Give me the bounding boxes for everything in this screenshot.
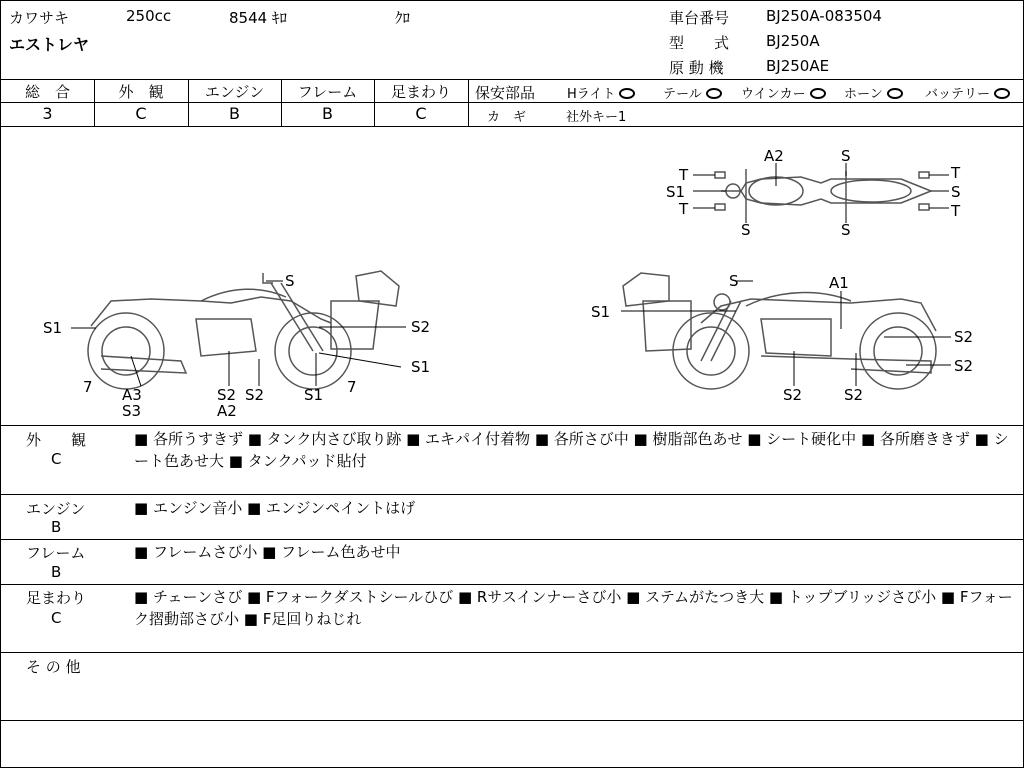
type-label: 型 式 (669, 34, 730, 52)
engine-grade-label: エンジン (204, 83, 265, 101)
suspension-grade: C (415, 104, 427, 123)
horn-item: ホーン (844, 83, 903, 102)
engine-notes: ■ エンジン音小 ■ エンジンペイントはげ (134, 499, 416, 517)
right-s2-muffler: S2 (954, 357, 974, 375)
ok-circle-icon (887, 88, 903, 99)
left-side-bike (88, 271, 399, 389)
exterior-notes: ■ 各所うすきず ■ タンク内さび取り跡 ■ エキパイ付着物 ■ 各所さび中 ■ 樹脂部色あせ ■ シート硬化中 ■ 各所磨ききず ■ シート色あせ大 ■ タンクパッド貼付 (134, 430, 1009, 470)
type-value: BJ250A (766, 32, 820, 50)
exterior-section-grade: C (51, 450, 62, 468)
ok-circle-icon (994, 88, 1010, 99)
top-t-2: T (679, 200, 689, 218)
headlight-item: Hライト (567, 83, 635, 102)
maker: カワサキ (9, 9, 70, 27)
top-s-bottom-mid: S (841, 221, 851, 239)
left-s2-engine: S2 (217, 386, 237, 404)
left-s: S (285, 272, 295, 290)
key-value: 社外キー1 (566, 110, 627, 125)
engine-grade: B (229, 104, 240, 123)
left-a3: A3 (122, 386, 142, 404)
left-7-rear: 7 (347, 378, 357, 396)
top-a2: A2 (764, 147, 784, 165)
suspension-grade-label: 足まわり (390, 83, 451, 101)
top-s: S (841, 147, 851, 165)
tail-item: テール (663, 83, 722, 102)
engine-label: 原 動 機 (669, 59, 724, 77)
right-s: S (729, 272, 739, 290)
frame-grade-label: フレーム (297, 83, 358, 101)
frame-section-label: フレーム (26, 544, 86, 562)
frame-grade: B (322, 104, 333, 123)
overall-grade: 3 (42, 104, 53, 123)
left-s2-frame: S2 (245, 386, 265, 404)
color: ｸﾛ (395, 9, 411, 27)
engine-section-label: エンジン (26, 500, 86, 518)
top-view-bike (715, 169, 931, 213)
displacement: 250cc (126, 7, 172, 25)
exterior-section-label: 外 観 (26, 431, 87, 449)
mileage: 8544 ｷﾛ (229, 9, 287, 27)
left-s1-rear: S1 (411, 358, 431, 376)
suspension-notes: ■ チェーンさび ■ Fフォークダストシールひび ■ Rサスインナーさび小 ■ ステムがたつき大 ■ トップブリッジさび小 ■ Fフォーク摺動部さび小 ■ F足回りねじれ (134, 588, 1013, 628)
right-s2-frame: S2 (844, 386, 864, 404)
safety-label: 保安部品 (475, 84, 536, 102)
frame-section-grade: B (51, 563, 62, 581)
left-s1-front: S1 (43, 319, 63, 337)
top-s-bottom-left: S (741, 221, 751, 239)
frame-no-label: 車台番号 (669, 9, 730, 27)
top-t-4: T (951, 202, 961, 220)
winker-item: ウインカー (741, 83, 826, 102)
right-side-bike (623, 273, 936, 389)
left-7-front: 7 (83, 378, 93, 396)
exterior-label: 外 観 (118, 83, 164, 101)
top-s1: S1 (666, 183, 686, 201)
right-s2-engine: S2 (783, 386, 803, 404)
suspension-section-label: 足まわり (26, 589, 87, 607)
right-s1: S1 (591, 303, 611, 321)
frame-notes: ■ フレームさび小 ■ フレーム色あせ中 (134, 543, 401, 561)
engine-section-grade: B (51, 518, 62, 536)
ok-circle-icon (706, 88, 722, 99)
left-s1-fork: S1 (304, 386, 324, 404)
left-s2-tank: S2 (411, 318, 431, 336)
model-name: エストレヤ (9, 35, 90, 54)
ok-circle-icon (810, 88, 826, 99)
right-s2-seat: S2 (954, 328, 974, 346)
top-t-1: T (679, 166, 689, 184)
right-a1: A1 (829, 274, 849, 292)
frame-no: BJ250A-083504 (766, 7, 882, 25)
leader-lines (71, 163, 951, 386)
suspension-section-grade: C (51, 609, 62, 627)
ok-circle-icon (619, 88, 635, 99)
exterior-grade: C (135, 104, 147, 123)
other-section-label: そ の 他 (26, 658, 81, 676)
top-s-right: S (951, 183, 961, 201)
engine-value: BJ250AE (766, 57, 830, 75)
damage-diagram (1, 127, 1024, 425)
left-a2: A2 (217, 402, 237, 420)
left-s3: S3 (122, 402, 142, 420)
divider (1, 79, 1024, 80)
key-label: カ ギ (487, 110, 527, 125)
overall-label: 総 合 (24, 83, 70, 101)
battery-item: バッテリー (925, 83, 1010, 102)
top-t-3: T (951, 164, 961, 182)
